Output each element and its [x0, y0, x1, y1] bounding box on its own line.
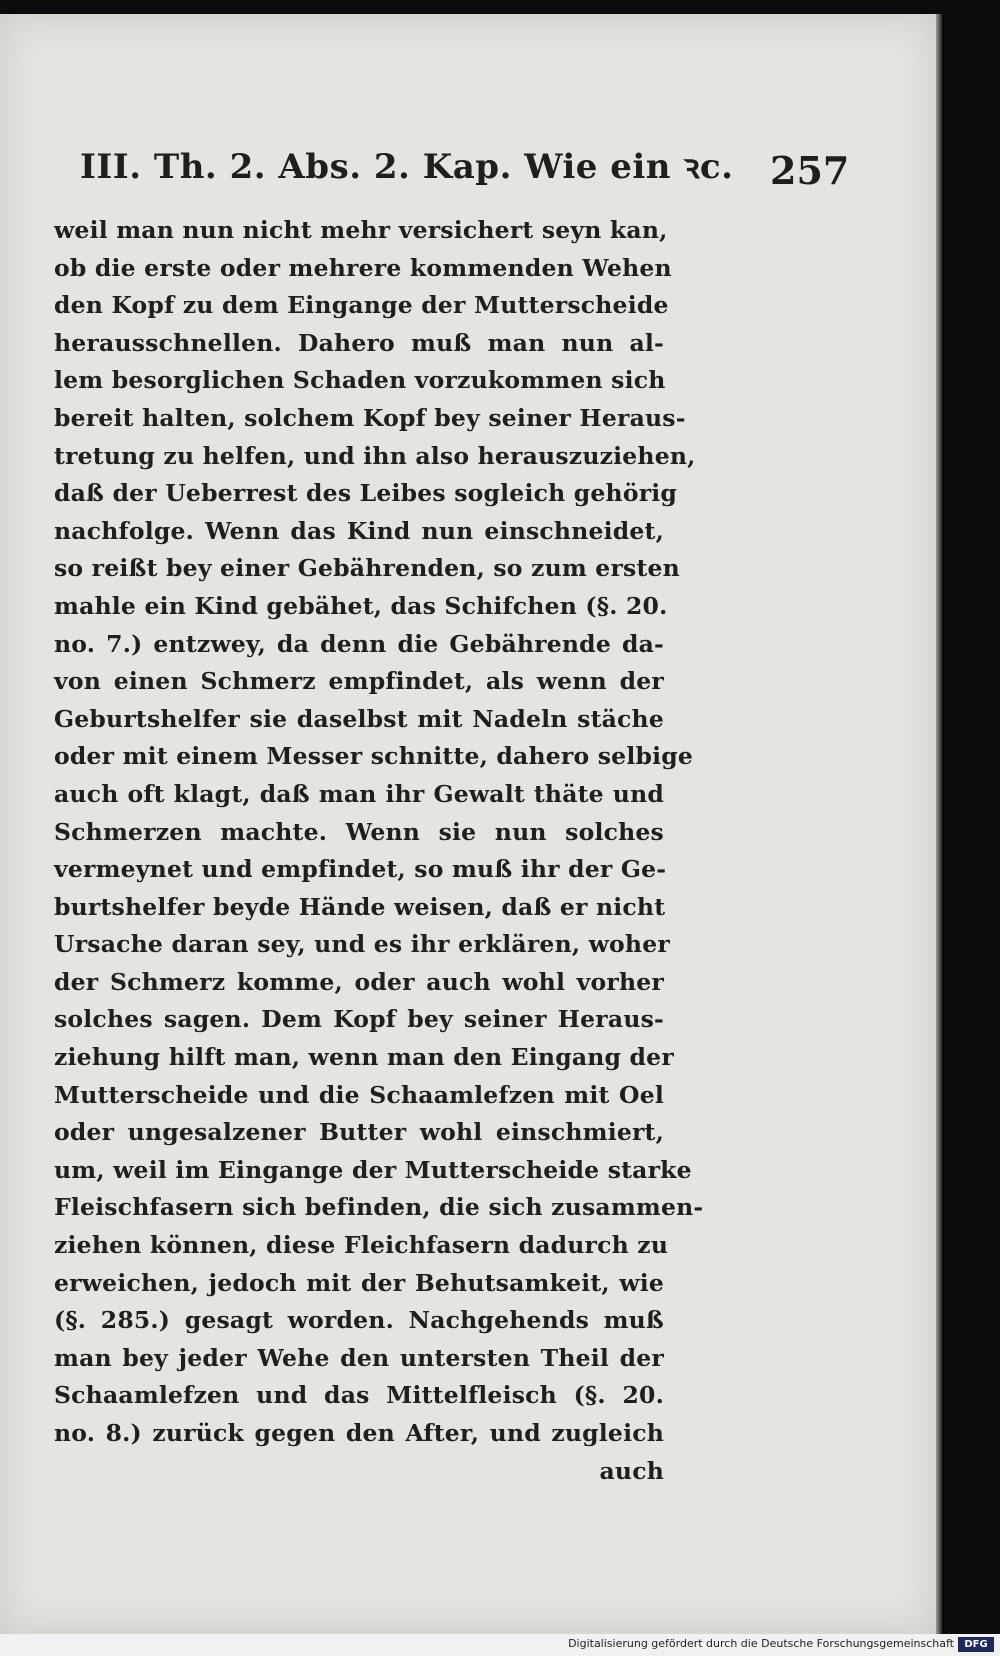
text-line: ob die erste oder mehrere kommenden Wehen	[54, 253, 672, 282]
footer-strip	[0, 1634, 1000, 1656]
text-line: Ursache daran sey, und es ihr erklären, woher	[54, 930, 670, 959]
funding-credit: Digitalisierung gefördert durch die Deutsche Forschungsgemeinschaft	[568, 1637, 954, 1650]
running-title: III. Th. 2. Abs. 2. Kap. Wie ein ꝛc.	[80, 147, 734, 187]
text-line: von einen Schmerz empfindet, als wenn der	[54, 667, 664, 696]
text-line: erweichen, jedoch mit der Behutsamkeit, wie	[54, 1268, 664, 1297]
text-line: vermeynet und empfindet, so muß ihr der Ge-	[54, 855, 667, 884]
text-line: burtshelfer beyde Hände weisen, daß er nicht	[54, 892, 666, 921]
text-line: ziehung hilft man, wenn man den Eingang der	[54, 1043, 674, 1072]
text-line: tretung zu helfen, und ihn also herauszuziehen,	[54, 441, 696, 470]
text-line: lem besorglichen Schaden vorzukommen sich	[54, 366, 666, 395]
text-line: Schmerzen machte. Wenn sie nun solches	[54, 817, 664, 846]
text-line: Geburtshelfer sie daselbst mit Nadeln stäche	[54, 704, 664, 733]
text-line: nachfolge. Wenn das Kind nun einschneidet,	[54, 516, 664, 545]
text-line: solches sagen. Dem Kopf bey seiner Heraus-	[54, 1005, 664, 1034]
text-line: um, weil im Eingange der Mutterscheide starke	[54, 1155, 692, 1184]
text-line: no. 8.) zurück gegen den After, und zugleich	[54, 1419, 664, 1447]
text-line: Fleischfasern sich befinden, die sich zusammen-	[54, 1193, 704, 1222]
text-line: den Kopf zu dem Eingange der Mutterscheide	[54, 291, 669, 320]
text-line: mahle ein Kind gebähet, das Schifchen (§. 20.	[54, 591, 668, 620]
text-line: Schaamlefzen und das Mittelfleisch (§. 20.	[54, 1381, 664, 1410]
text-line: no. 7.) entzwey, da denn die Gebährende da-	[54, 629, 664, 658]
text-line: weil man nun nicht mehr versichert seyn kan,	[54, 216, 668, 244]
text-line: bereit halten, solchem Kopf bey seiner Heraus-	[54, 403, 686, 432]
text-line: auch oft klagt, daß man ihr Gewalt thäte und	[54, 779, 664, 808]
text-line: daß der Ueberrest des Leibes sogleich gehörig	[54, 479, 678, 508]
text-line: Mutterscheide und die Schaamlefzen mit Oel	[54, 1080, 664, 1109]
page-number: 257	[770, 148, 850, 193]
running-header	[80, 142, 850, 194]
text-line: oder ungesalzener Butter wohl einschmiert,	[54, 1118, 664, 1147]
text-line: man bey jeder Wehe den untersten Theil der	[54, 1343, 664, 1372]
page-edge	[936, 14, 942, 1634]
text-line: der Schmerz komme, oder auch wohl vorher	[54, 967, 664, 996]
text-line: ziehen können, diese Fleichfasern dadurch zu	[54, 1231, 669, 1260]
text-line: (§. 285.) gesagt worden. Nachgehends muß	[54, 1306, 664, 1335]
text-line: oder mit einem Messer schnitte, dahero selbige	[54, 742, 693, 771]
text-line: herausschnellen. Dahero muß man nun al-	[54, 328, 664, 357]
body-text	[54, 212, 704, 1490]
catchword: auch	[599, 1456, 664, 1485]
dfg-logo: DFG	[958, 1637, 994, 1652]
text-line: so reißt bey einer Gebährenden, so zum ersten	[54, 554, 680, 583]
